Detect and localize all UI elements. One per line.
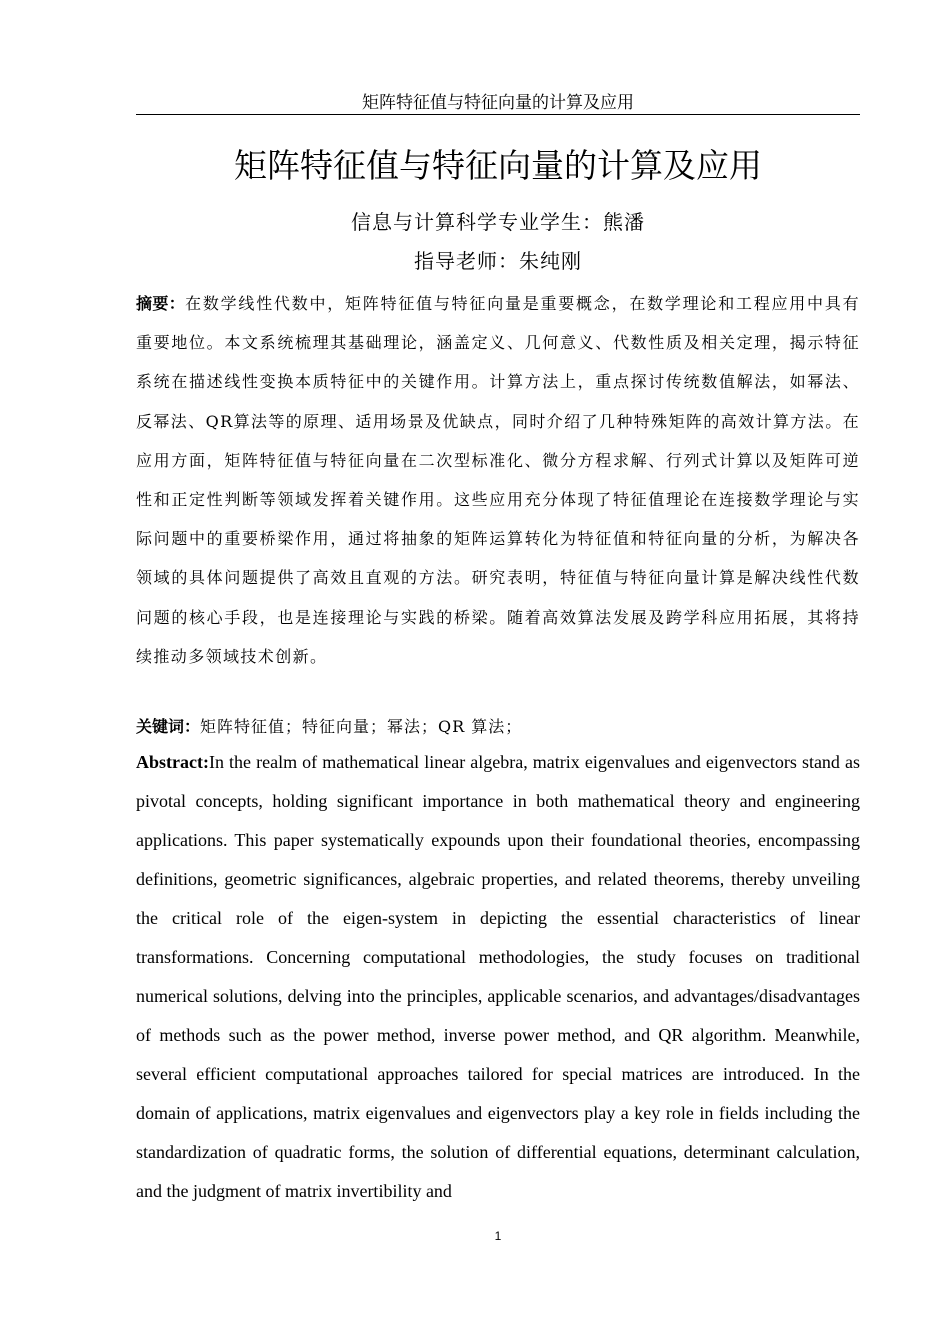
paper-title: 矩阵特征值与特征向量的计算及应用: [234, 146, 762, 185]
abstract-chinese: [136, 284, 860, 676]
header-rule: [136, 114, 860, 115]
abstract-english-label: Abstract:: [136, 752, 209, 772]
advisor-line: 指导老师：朱纯刚: [414, 249, 582, 273]
keywords: [136, 707, 860, 746]
running-header: 矩阵特征值与特征向量的计算及应用: [362, 93, 634, 113]
abstract-english-text: In the realm of mathematical linear algebra, matrix eigenvalues and eigenvectors stand as pivotal concepts, holding significant importance in both mathematical theory and engineering applications. This paper systematically expounds upon their foundational theories, encompassing definitions, geometric significances, algebraic properties, and related theorems, thereby unveiling the critical role of the eigen-system in depicting the essential characteristics of linear transformations. Concerning computational methodologies, the study focuses on traditional numerical solutions, delving into the principles, applicable scenarios, and advantages/disadvantages of methods such as the power method, inverse power method, and QR algorithm. Meanwhile, several efficient computational approaches tailored for special matrices are introduced. In the domain of applications, matrix eigenvalues and eigenvectors play a key role in fields including the standardization of quadratic forms, the solution of differential equations, determinant calculation, and the judgment of matrix invertibility and: [136, 752, 860, 1201]
abstract-chinese-label: 摘要：: [136, 294, 186, 313]
keywords-text: 矩阵特征值；特征向量；幂法；QR 算法；: [200, 717, 523, 736]
abstract-chinese-text: 在数学线性代数中，矩阵特征值与特征向量是重要概念，在数学理论和工程应用中具有重要地位。本文系统梳理其基础理论，涵盖定义、几何意义、代数性质及相关定理，揭示特征系统在描述线性变换本质特征中的关键作用。计算方法上，重点探讨传统数值解法，如幂法、反幂法、QR算法等的原理、适用场景及优缺点，同时介绍了几种特殊矩阵的高效计算方法。在应用方面，矩阵特征值与特征向量在二次型标准化、微分方程求解、行列式计算以及矩阵可逆性和正定性判断等领域发挥着关键作用。这些应用充分体现了特征值理论在连接数学理论与实际问题中的重要桥梁作用，通过将抽象的矩阵运算转化为特征值和特征向量的分析，为解决各领域的具体问题提供了高效且直观的方法。研究表明，特征值与特征向量计算是解决线性代数问题的核心手段，也是连接理论与实践的桥梁。随着高效算法发展及跨学科应用拓展，其将持续推动多领域技术创新。: [136, 294, 860, 666]
page-number: 1: [494, 1229, 502, 1243]
author-line: 信息与计算科学专业学生：熊潘: [351, 210, 645, 234]
abstract-english: [136, 743, 860, 1211]
keywords-label: 关键词：: [136, 717, 201, 736]
